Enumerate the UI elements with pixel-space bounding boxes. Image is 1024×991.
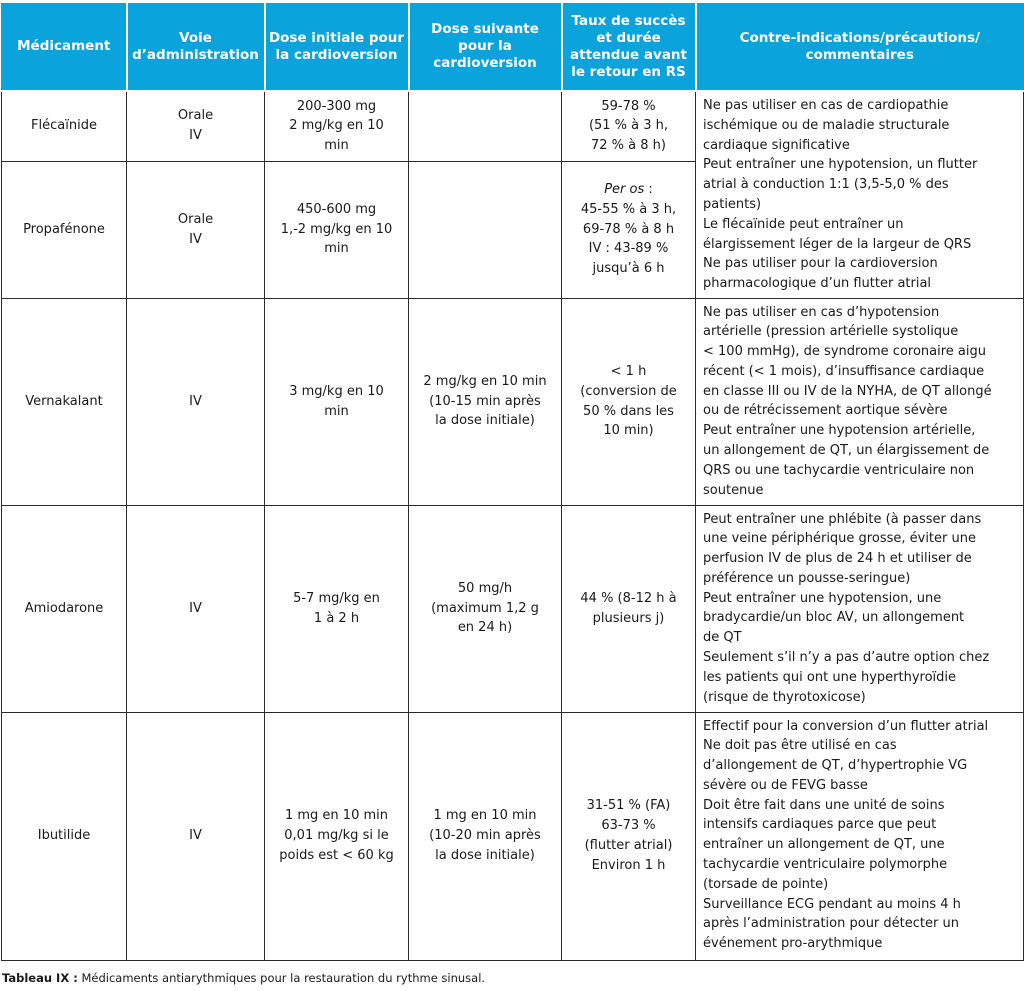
comments-cell: Effectif pour la conversion d’un flutter atrial Ne doit pas être utilisé en cas d’allongement de QT, d’hypertrophie VG sévère ou de FEVG basse Doit être fait dans une unité de soins intensifs cardiaques parce que peut entraîner un allongement de QT, une tachycardie ventriculaire polymorphe (torsade de pointe) Surveillance ECG pendant au moins 4 h après l’administration pour détecter un événement pro-arythmique <box>696 712 1024 960</box>
comments-cell: Peut entraîner une phlébite (à passer dans une veine périphérique grosse, éviter une perfusion IV de plus de 24 h et utiliser de préférence un pousse-seringue) Peut entraîner une hypotension, une bradycardie/un bloc AV, un allongement de QT Seulement s’il n’y a pas d’autre option chez les patients qui ont une hyperthyroïdie (risque de thyrotoxicose) <box>696 505 1024 712</box>
success-rate-cell: 31-51 % (FA) 63-73 % (flutter atrial) Environ 1 h <box>562 712 696 960</box>
success-rate-cell: 59-78 % (51 % à 3 h, 72 % à 8 h) <box>562 91 696 161</box>
initial-dose-cell: 450-600 mg 1,-2 mg/kg en 10 min <box>265 161 409 298</box>
next-dose-cell <box>409 91 562 161</box>
table-row <box>2 712 1024 960</box>
drug-cell: Propafénone <box>2 161 127 298</box>
route-cell: IV <box>127 505 265 712</box>
header-next-dose: Dose suivante pour la cardioversion <box>409 2 562 91</box>
success-rate-text: 45-55 % à 3 h, 69-78 % à 8 h IV : 43-89 % jusqu’à 6 h <box>580 201 677 277</box>
header-comments: Contre-indications/précautions/ commentaires <box>696 2 1024 91</box>
table-row <box>2 505 1024 712</box>
drug-cell: Amiodarone <box>2 505 127 712</box>
initial-dose-cell: 200-300 mg 2 mg/kg en 10 min <box>265 91 409 161</box>
drug-cell: Ibutilide <box>2 712 127 960</box>
initial-dose-cell: 5-7 mg/kg en 1 à 2 h <box>265 505 409 712</box>
header-initial-dose: Dose initiale pour la cardioversion <box>265 2 409 91</box>
caption-label: Tableau IX : <box>2 971 78 985</box>
comments-cell: Ne pas utiliser en cas d’hypotension artérielle (pression artérielle systolique < 100 mmHg), de syndrome coronaire aigu récent (< 1 mois), d’insuffisance cardiaque en classe III ou IV de la NYHA, de QT allongé ou de rétrécissement aortique sévère Peut entraîner une hypotension artérielle, un allongement de QT, un élargissement de QRS ou une tachycardie ventriculaire non soutenue <box>696 298 1024 505</box>
antiarrhythmic-table <box>1 1 1024 961</box>
per-os-label: Per os <box>604 182 645 197</box>
success-rate-cell: 44 % (8-12 h à plusieurs j) <box>562 505 696 712</box>
next-dose-cell: 2 mg/kg en 10 min (10-15 min après la dose initiale) <box>409 298 562 505</box>
initial-dose-cell: 3 mg/kg en 10 min <box>265 298 409 505</box>
caption-text: Médicaments antiarythmiques pour la restauration du rythme sinusal. <box>77 971 486 985</box>
header-row <box>2 2 1024 91</box>
drug-cell: Vernakalant <box>2 298 127 505</box>
route-cell: IV <box>127 298 265 505</box>
header-drug: Médicament <box>2 2 127 91</box>
route-cell: IV <box>127 712 265 960</box>
success-rate-cell <box>562 161 696 298</box>
initial-dose-cell: 1 mg en 10 min 0,01 mg/kg si le poids est < 60 kg <box>265 712 409 960</box>
success-rate-cell: < 1 h (conversion de 50 % dans les 10 min) <box>562 298 696 505</box>
table-caption <box>2 971 485 985</box>
header-success-rate: Taux de succès et durée attendue avant le retour en RS <box>562 2 696 91</box>
header-route: Voie d’administration <box>127 2 265 91</box>
table-row <box>2 298 1024 505</box>
next-dose-cell <box>409 161 562 298</box>
table-row <box>2 91 1024 161</box>
comments-cell: Ne pas utiliser en cas de cardiopathie ischémique ou de maladie structurale cardiaque significative Peut entraîner une hypotension, un flutter atrial à conduction 1:1 (3,5-5,0 % des patients) Le flécaïnide peut entraîner un élargissement léger de la largeur de QRS Ne pas utiliser pour la cardioversion pharmacologique d’un flutter atrial <box>696 91 1024 298</box>
route-cell: Orale IV <box>127 161 265 298</box>
next-dose-cell: 50 mg/h (maximum 1,2 g en 24 h) <box>409 505 562 712</box>
route-cell: Orale IV <box>127 91 265 161</box>
per-os-colon: : <box>644 182 653 197</box>
drug-cell: Flécaïnide <box>2 91 127 161</box>
next-dose-cell: 1 mg en 10 min (10-20 min après la dose initiale) <box>409 712 562 960</box>
